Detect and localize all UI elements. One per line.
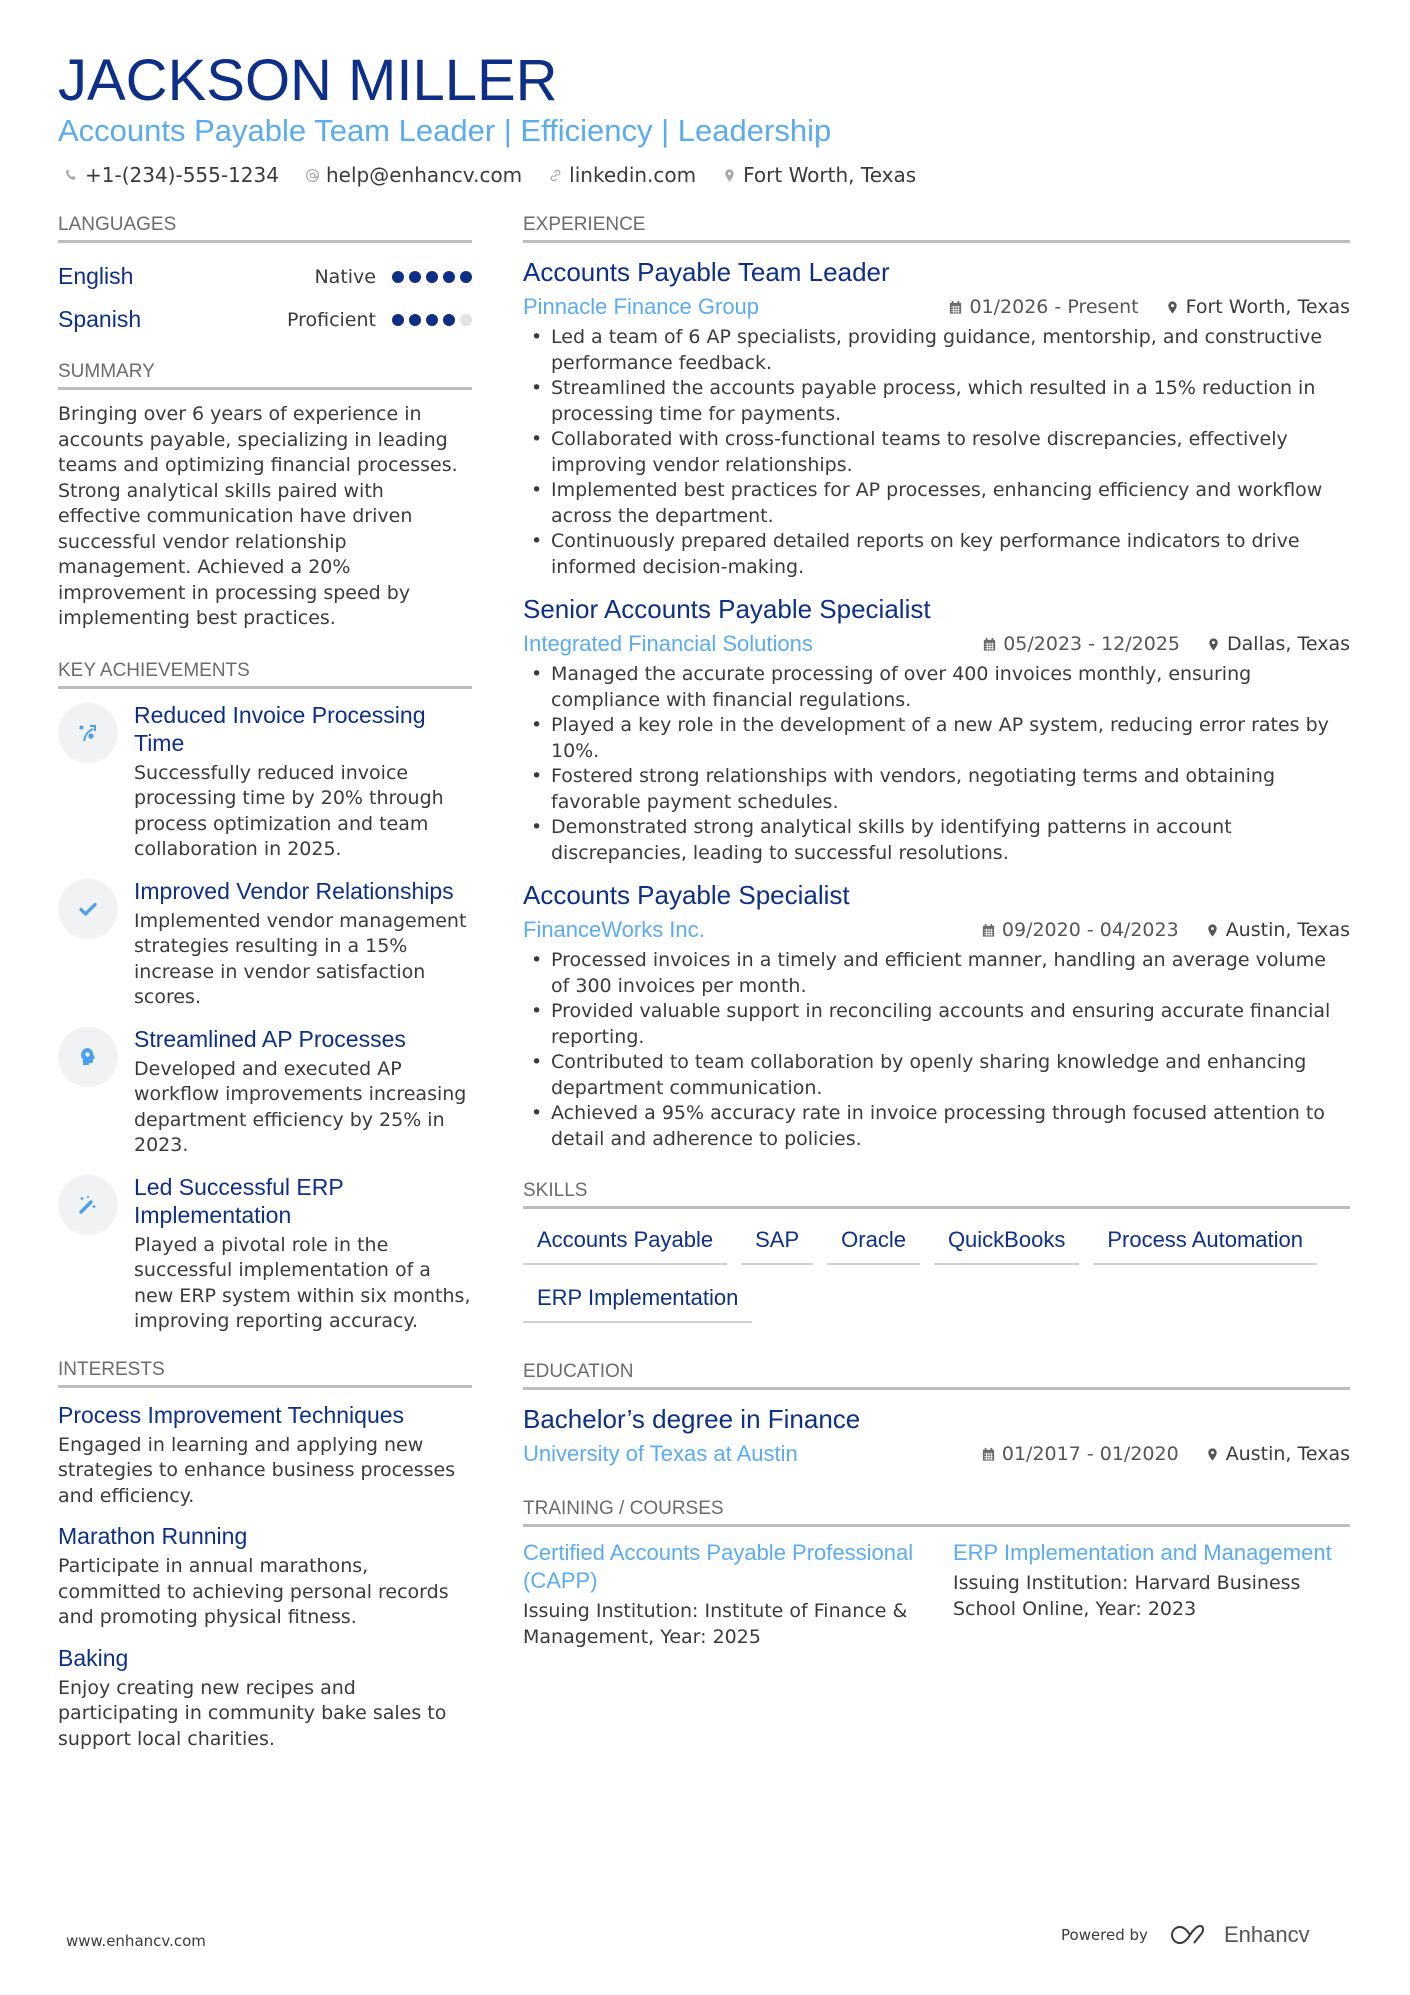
language-item bbox=[58, 255, 472, 298]
checkmark-icon bbox=[76, 897, 100, 921]
location-icon bbox=[1205, 1447, 1220, 1462]
languages-section bbox=[58, 212, 472, 341]
right-column bbox=[523, 212, 1350, 1650]
job-entry bbox=[523, 592, 1350, 866]
skill-tag: Process Automation bbox=[1093, 1221, 1317, 1265]
enhancv-logo-icon bbox=[1170, 1923, 1214, 1947]
achievement-item bbox=[58, 1025, 472, 1159]
course-item bbox=[523, 1539, 919, 1650]
contact-linkedin-text: linkedin.com bbox=[569, 163, 697, 187]
skill-tag: ERP Implementation bbox=[523, 1279, 752, 1323]
achievement-desc: Implemented vendor management strategies resulting in a 15% increase in vendor satisfaction scores. bbox=[134, 909, 467, 1008]
interests-heading: INTERESTS bbox=[58, 1357, 472, 1388]
job-bullet: • Implemented best practices for AP processes, enhancing efficiency and workflow across the department. bbox=[551, 478, 1350, 529]
interest-item bbox=[58, 1400, 472, 1510]
contact-phone[interactable] bbox=[64, 161, 279, 189]
job-bullet: • Processed invoices in a timely and efficient manner, handling an average volume of 300 invoices per month. bbox=[551, 948, 1350, 999]
language-level: Native bbox=[314, 265, 376, 288]
experience-section bbox=[523, 212, 1350, 1152]
interest-title: Process Improvement Techniques bbox=[58, 1401, 405, 1428]
dot-filled-icon bbox=[409, 271, 421, 283]
skills-list bbox=[523, 1221, 1350, 1337]
summary-section bbox=[58, 359, 472, 632]
job-bullets bbox=[523, 662, 1350, 866]
job-bullet: • Contributed to team collaboration by openly sharing knowledge and enhancing department communication. bbox=[551, 1050, 1350, 1101]
footer-branding bbox=[1061, 1922, 1310, 1948]
dot-filled-icon bbox=[460, 271, 472, 283]
dot-filled-icon bbox=[426, 271, 438, 283]
achievement-title: Reduced Invoice Processing Time bbox=[134, 701, 426, 756]
job-title: Accounts Payable Specialist bbox=[523, 880, 850, 910]
location-icon bbox=[722, 168, 737, 183]
interest-desc: Engaged in learning and applying new strategies to enhance business processes and efficiency. bbox=[58, 1433, 456, 1507]
dot-filled-icon bbox=[392, 314, 404, 326]
training-heading: TRAINING / COURSES bbox=[523, 1496, 1350, 1527]
footer-website-link[interactable]: www.enhancv.com bbox=[66, 1932, 206, 1950]
dot-filled-icon bbox=[426, 314, 438, 326]
course-item bbox=[953, 1539, 1349, 1650]
job-location-text: Fort Worth, Texas bbox=[1185, 296, 1350, 318]
skills-heading: SKILLS bbox=[523, 1178, 1350, 1209]
proficiency-dots bbox=[392, 314, 472, 326]
education-dates bbox=[981, 1443, 1179, 1465]
job-location bbox=[1206, 633, 1350, 655]
summary-heading: SUMMARY bbox=[58, 359, 472, 390]
calendar-icon bbox=[981, 1447, 996, 1462]
language-level: Proficient bbox=[286, 308, 376, 331]
job-bullets bbox=[523, 325, 1350, 580]
job-bullet: • Streamlined the accounts payable process, which resulted in a 15% reduction in processing time for payments. bbox=[551, 376, 1350, 427]
skills-section bbox=[523, 1178, 1350, 1337]
at-icon bbox=[305, 168, 320, 183]
dot-filled-icon bbox=[443, 271, 455, 283]
powered-by-label: Powered by bbox=[1061, 1926, 1148, 1944]
education-section bbox=[523, 1359, 1350, 1472]
contact-linkedin[interactable] bbox=[548, 161, 696, 189]
interest-item bbox=[58, 1521, 472, 1631]
strategy-icon bbox=[76, 721, 100, 745]
language-item bbox=[58, 298, 472, 341]
interest-item bbox=[58, 1643, 472, 1753]
dot-filled-icon bbox=[392, 271, 404, 283]
contact-email-text: help@enhancv.com bbox=[325, 163, 523, 187]
job-bullet: • Provided valuable support in reconciling accounts and ensuring accurate financial reporting. bbox=[551, 999, 1350, 1050]
calendar-icon bbox=[982, 637, 997, 652]
dot-filled-icon bbox=[409, 314, 421, 326]
location-icon bbox=[1165, 300, 1180, 315]
achievements-heading: KEY ACHIEVEMENTS bbox=[58, 658, 472, 689]
education-dates-text: 01/2017 - 01/2020 bbox=[1001, 1443, 1179, 1465]
achievement-title: Led Successful ERP Implementation bbox=[134, 1173, 344, 1228]
job-location-text: Austin, Texas bbox=[1225, 919, 1350, 941]
achievement-icon-badge bbox=[58, 1175, 118, 1235]
job-dates-text: 09/2020 - 04/2023 bbox=[1001, 919, 1179, 941]
candidate-headline: Accounts Payable Team Leader | Efficiency | Leadership bbox=[58, 113, 832, 148]
achievements-section bbox=[58, 658, 472, 1335]
job-dates bbox=[948, 296, 1138, 318]
job-bullet: • Played a key role in the development of a new AP system, reducing error rates by 10%. bbox=[551, 713, 1350, 764]
interest-desc: Enjoy creating new recipes and participating in community bake sales to support local charities. bbox=[58, 1676, 447, 1750]
courses-list bbox=[523, 1539, 1350, 1650]
job-company: FinanceWorks Inc. bbox=[523, 917, 705, 942]
brand-logo[interactable] bbox=[1170, 1922, 1310, 1948]
achievement-item bbox=[58, 701, 472, 863]
contact-location-text: Fort Worth, Texas bbox=[743, 163, 917, 187]
achievement-desc: Played a pivotal role in the successful implementation of a new ERP system within six months, improving reporting accuracy. bbox=[134, 1233, 471, 1332]
interest-title: Marathon Running bbox=[58, 1523, 248, 1549]
phone-icon bbox=[64, 168, 79, 183]
job-bullet: • Led a team of 6 AP specialists, providing guidance, mentorship, and constructive performance feedback. bbox=[551, 325, 1350, 376]
job-entry bbox=[523, 878, 1350, 1152]
calendar-icon bbox=[948, 300, 963, 315]
job-bullet: • Continuously prepared detailed reports on key performance indicators to drive informed decision-making. bbox=[551, 529, 1350, 580]
training-section bbox=[523, 1496, 1350, 1650]
skill-tag: Oracle bbox=[827, 1221, 920, 1265]
link-icon bbox=[548, 168, 563, 183]
skill-tag: SAP bbox=[741, 1221, 813, 1265]
education-location bbox=[1205, 1443, 1350, 1465]
education-school: University of Texas at Austin bbox=[523, 1441, 798, 1466]
interest-title: Baking bbox=[58, 1644, 129, 1671]
job-bullet: • Managed the accurate processing of over 400 invoices monthly, ensuring compliance with financial regulations. bbox=[551, 662, 1350, 713]
contact-location bbox=[722, 161, 916, 189]
job-location-text: Dallas, Texas bbox=[1227, 633, 1350, 655]
job-bullet: • Collaborated with cross-functional teams to resolve discrepancies, effectively improving vendor relationships. bbox=[551, 427, 1350, 478]
job-bullet: • Fostered strong relationships with vendors, negotiating terms and obtaining favorable payment schedules. bbox=[551, 764, 1350, 815]
location-icon bbox=[1206, 637, 1221, 652]
job-dates bbox=[981, 919, 1179, 941]
job-dates-text: 05/2023 - 12/2025 bbox=[1003, 633, 1181, 655]
achievement-title: Streamlined AP Processes bbox=[134, 1025, 406, 1052]
course-title: Certified Accounts Payable Professional (CAPP) bbox=[523, 1540, 914, 1593]
job-title: Accounts Payable Team Leader bbox=[523, 257, 890, 287]
contact-bar bbox=[64, 161, 916, 189]
interests-section bbox=[58, 1357, 472, 1753]
job-company: Integrated Financial Solutions bbox=[523, 631, 813, 656]
languages-heading: LANGUAGES bbox=[58, 212, 472, 243]
job-company: Pinnacle Finance Group bbox=[523, 294, 760, 319]
dot-empty-icon bbox=[460, 314, 472, 326]
dot-filled-icon bbox=[443, 314, 455, 326]
course-desc: Issuing Institution: Harvard Business School Online, Year: 2023 bbox=[953, 1572, 1301, 1620]
education-heading: EDUCATION bbox=[523, 1359, 1350, 1390]
course-title: ERP Implementation and Management bbox=[953, 1540, 1332, 1565]
proficiency-dots bbox=[392, 271, 472, 283]
job-dates-text: 01/2026 - Present bbox=[969, 296, 1139, 318]
job-entry bbox=[523, 255, 1350, 580]
contact-phone-text: +1-(234)-555-1234 bbox=[85, 163, 279, 187]
achievement-desc: Developed and executed AP workflow improvements increasing department efficiency by 25% in 2023. bbox=[134, 1057, 467, 1156]
achievement-icon-badge bbox=[58, 1027, 118, 1087]
achievement-icon-badge bbox=[58, 703, 118, 763]
achievement-desc: Successfully reduced invoice processing time by 20% through process optimization and team collaboration in 2025. bbox=[134, 761, 444, 860]
head-brain-icon bbox=[76, 1045, 100, 1069]
job-location bbox=[1205, 919, 1350, 941]
skill-tag: QuickBooks bbox=[934, 1221, 1079, 1265]
interest-desc: Participate in annual marathons, committed to achieving personal records and promoting physical fitness. bbox=[58, 1555, 449, 1628]
job-bullet: • Demonstrated strong analytical skills by identifying patterns in account discrepancies, leading to successful resolutions. bbox=[551, 815, 1350, 866]
education-degree: Bachelor’s degree in Finance bbox=[523, 1404, 861, 1434]
brand-name: Enhancv bbox=[1223, 1922, 1310, 1947]
job-bullets bbox=[523, 948, 1350, 1152]
candidate-name: JACKSON MILLER bbox=[58, 48, 558, 113]
magic-wand-icon bbox=[76, 1193, 100, 1217]
left-column bbox=[58, 212, 472, 1764]
skill-tag: Accounts Payable bbox=[523, 1221, 727, 1265]
achievement-item bbox=[58, 877, 472, 1011]
achievement-item bbox=[58, 1173, 472, 1335]
contact-email[interactable] bbox=[305, 161, 522, 189]
job-title: Senior Accounts Payable Specialist bbox=[523, 594, 931, 624]
job-dates bbox=[982, 633, 1180, 655]
calendar-icon bbox=[981, 923, 996, 938]
achievement-icon-badge bbox=[58, 879, 118, 939]
job-location bbox=[1165, 296, 1350, 318]
achievement-title: Improved Vendor Relationships bbox=[134, 877, 454, 904]
location-icon bbox=[1205, 923, 1220, 938]
language-name: English bbox=[58, 263, 134, 289]
job-bullet: • Achieved a 95% accuracy rate in invoice processing through focused attention to detail and adherence to policies. bbox=[551, 1101, 1350, 1152]
language-name: Spanish bbox=[58, 306, 142, 332]
education-location-text: Austin, Texas bbox=[1225, 1443, 1350, 1465]
experience-heading: EXPERIENCE bbox=[523, 212, 1350, 243]
summary-text: Bringing over 6 years of experience in accounts payable, specializing in leading teams and optimizing financial processes. Strong analytical skills paired with effective communication have driven successful vendor relationship management. Achieved a 20% improvement in processing speed by implementing best practices. bbox=[58, 403, 458, 629]
course-desc: Issuing Institution: Institute of Finance & Management, Year: 2025 bbox=[523, 1600, 908, 1648]
